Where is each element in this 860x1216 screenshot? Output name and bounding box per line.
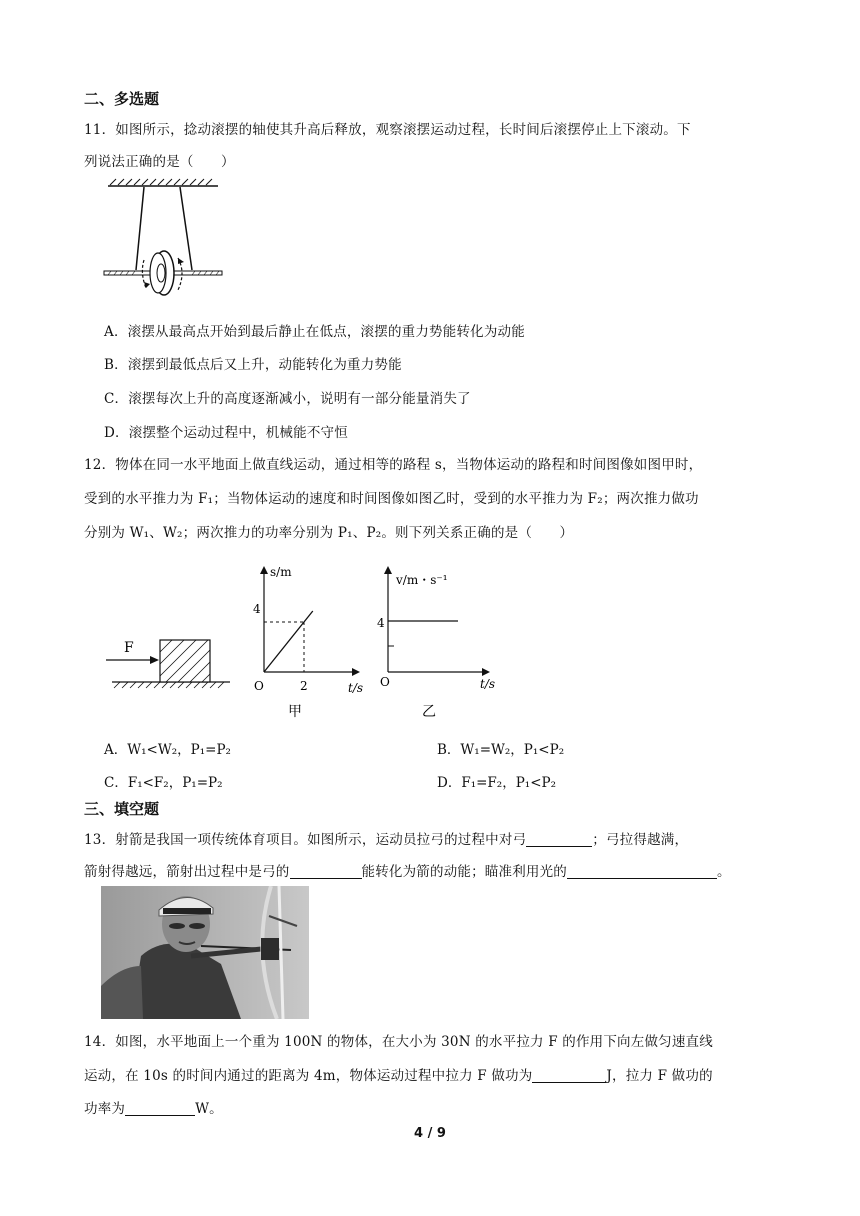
graph-yi-ytick: 4 bbox=[377, 616, 385, 630]
q12-text-line1: 12．物体在同一水平地面上做直线运动，通过相等的路程 s，当物体运动的路程和时间图像如图甲时， bbox=[84, 457, 703, 473]
q11-text-line2: 列说法正确的是（ ） bbox=[84, 154, 235, 170]
graph-jia-origin: O bbox=[254, 679, 264, 693]
graph-jia-ytick: 4 bbox=[253, 602, 261, 616]
q13-blank-2[interactable] bbox=[290, 864, 362, 879]
pushed-block-figure bbox=[104, 630, 234, 690]
q11-text-line1: 11．如图所示，捻动滚摆的轴使其升高后释放，观察滚摆运动过程，长时间后滚摆停止上下滚动。下 bbox=[84, 122, 691, 138]
q14-text-line2 bbox=[84, 1064, 713, 1084]
q14-text-part4: W。 bbox=[195, 1101, 223, 1117]
force-label: F bbox=[124, 640, 134, 656]
q14-text-part2: J，拉力 F 做功的 bbox=[606, 1068, 713, 1084]
graph-jia-xtick: 2 bbox=[300, 679, 308, 693]
section-heading-multi-choice: 二、多选题 bbox=[84, 90, 160, 108]
q13-blank-3[interactable] bbox=[567, 864, 717, 879]
q11-option-c: C．滚摆每次上升的高度逐渐减小，说明有一部分能量消失了 bbox=[104, 391, 471, 407]
q13-text-part1: 13．射箭是我国一项传统体育项目。如图所示，运动员拉弓的过程中对弓 bbox=[84, 832, 527, 848]
graph-jia-s-t bbox=[244, 560, 374, 720]
q12-text-line2: 受到的水平推力为 F₁；当物体运动的速度和时间图像如图乙时，受到的水平推力为 F₂；两次推力做功 bbox=[84, 491, 699, 507]
q12-option-c: C．F₁<F₂，P₁=P₂ bbox=[104, 775, 223, 791]
q11-option-d: D．滚摆整个运动过程中，机械能不守恒 bbox=[104, 425, 348, 441]
graph-yi-ylabel: v/m・s⁻¹ bbox=[396, 573, 448, 587]
q14-blank-2[interactable] bbox=[125, 1101, 195, 1116]
section-heading-fill-in: 三、填空题 bbox=[84, 800, 160, 818]
graph-jia-ylabel: s/m bbox=[270, 565, 292, 579]
q13-text-part3: 箭射得越远，箭射出过程中是弓的 bbox=[84, 864, 290, 880]
q14-text-line3 bbox=[84, 1097, 223, 1117]
q12-option-a: A．W₁<W₂，P₁=P₂ bbox=[104, 742, 231, 758]
q14-text-part3: 功率为 bbox=[84, 1101, 126, 1117]
q12-text-line3: 分别为 W₁、W₂；两次推力的功率分别为 P₁、P₂。则下列关系正确的是（ ） bbox=[84, 525, 574, 541]
q13-text-part4: 能转化为箭的动能；瞄准利用光的 bbox=[361, 864, 567, 880]
maxwell-pendulum-figure bbox=[100, 178, 230, 302]
q11-option-a: A．滚摆从最高点开始到最后静止在低点，滚摆的重力势能转化为动能 bbox=[104, 324, 525, 340]
q13-blank-1[interactable] bbox=[526, 832, 592, 847]
q12-option-d: D．F₁=F₂，P₁<P₂ bbox=[437, 775, 556, 791]
q14-text-line1: 14．如图，水平地面上一个重为 100N 的物体，在大小为 30N 的水平拉力 F 的作用下向左做匀速直线 bbox=[84, 1034, 713, 1050]
graph-jia-xlabel: t/s bbox=[348, 681, 364, 695]
graph-yi-xlabel: t/s bbox=[480, 677, 496, 691]
q13-text-line1 bbox=[84, 828, 688, 848]
archer-photo bbox=[101, 886, 309, 1019]
graph-yi-origin: O bbox=[380, 675, 390, 689]
graph-yi-v-t bbox=[372, 560, 502, 720]
graph-jia-caption: 甲 bbox=[288, 704, 302, 720]
q13-text-line2 bbox=[84, 860, 731, 880]
q11-option-b: B．滚摆到最低点后又上升，动能转化为重力势能 bbox=[104, 357, 402, 373]
graph-yi-caption: 乙 bbox=[422, 704, 436, 720]
graph-jia-series-line bbox=[264, 611, 313, 672]
q13-text-part5: 。 bbox=[717, 864, 731, 880]
q14-blank-1[interactable] bbox=[532, 1068, 606, 1083]
q12-option-b: B．W₁=W₂，P₁<P₂ bbox=[437, 742, 565, 758]
q14-text-part1: 运动，在 10s 的时间内通过的距离为 4m，物体运动过程中拉力 F 做功为 bbox=[84, 1068, 533, 1084]
page-number: 4 / 9 bbox=[414, 1126, 446, 1141]
q13-text-part2: ；弓拉得越满， bbox=[592, 832, 689, 848]
